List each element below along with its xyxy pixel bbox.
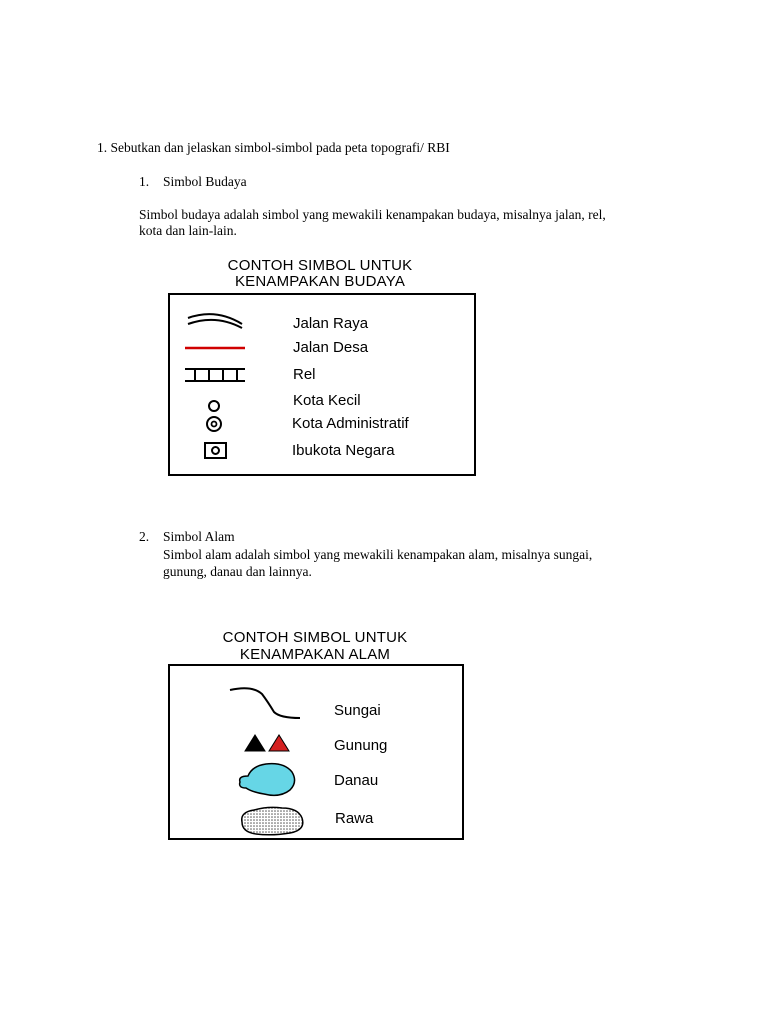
figure-2-legend-box	[168, 664, 464, 840]
double-circle-icon	[205, 415, 223, 433]
lake-blob-icon	[234, 760, 300, 800]
figure-2-heading-line2: KENAMPAKAN ALAM	[239, 646, 391, 663]
section-2-description: Simbol alam adalah simbol yang mewakili kenampakan alam, misalnya sungai,	[163, 547, 593, 562]
figure-1-heading-line1: CONTOH SIMBOL UNTUK	[227, 257, 413, 274]
legend-label-ibukota-negara: Ibukota Negara	[292, 442, 395, 459]
mountain-triangles-icon	[244, 733, 294, 753]
red-line-icon	[185, 345, 249, 351]
swamp-dotted-icon	[238, 804, 308, 838]
section-2-description-cont: gunung, danau dan lainnya.	[163, 564, 312, 579]
section-1-description-cont: kota dan lain-lain.	[139, 223, 237, 238]
legend-label-kota-administratif: Kota Administratif	[292, 415, 409, 432]
legend-label-rawa: Rawa	[335, 810, 374, 827]
question-text: 1. Sebutkan dan jelaskan simbol-simbol pada peta topografi/ RBI	[97, 140, 450, 155]
section-1-description: Simbol budaya adalah simbol yang mewakili kenampakan budaya, misalnya jalan, rel,	[139, 207, 606, 222]
section-2-title: Simbol Alam	[163, 529, 235, 544]
section-1-title: Simbol Budaya	[163, 174, 247, 189]
legend-label-gunung: Gunung	[334, 737, 388, 754]
railway-icon	[185, 367, 249, 383]
road-double-line-icon	[186, 310, 250, 330]
river-curve-icon	[228, 686, 304, 720]
small-circle-icon	[207, 399, 221, 413]
figure-2-heading-line1: CONTOH SIMBOL UNTUK	[222, 629, 408, 646]
legend-label-kota-kecil: Kota Kecil	[293, 392, 361, 409]
legend-label-rel: Rel	[293, 366, 316, 383]
section-2-number: 2.	[139, 529, 150, 544]
circle-in-square-icon	[204, 442, 228, 460]
legend-label-sungai: Sungai	[334, 702, 381, 719]
legend-label-jalan-desa: Jalan Desa	[293, 339, 369, 356]
figure-1-heading-line2: KENAMPAKAN BUDAYA	[234, 273, 406, 290]
section-1-number: 1.	[139, 174, 150, 189]
legend-label-danau: Danau	[334, 772, 379, 789]
legend-label-jalan-raya: Jalan Raya	[293, 315, 369, 332]
